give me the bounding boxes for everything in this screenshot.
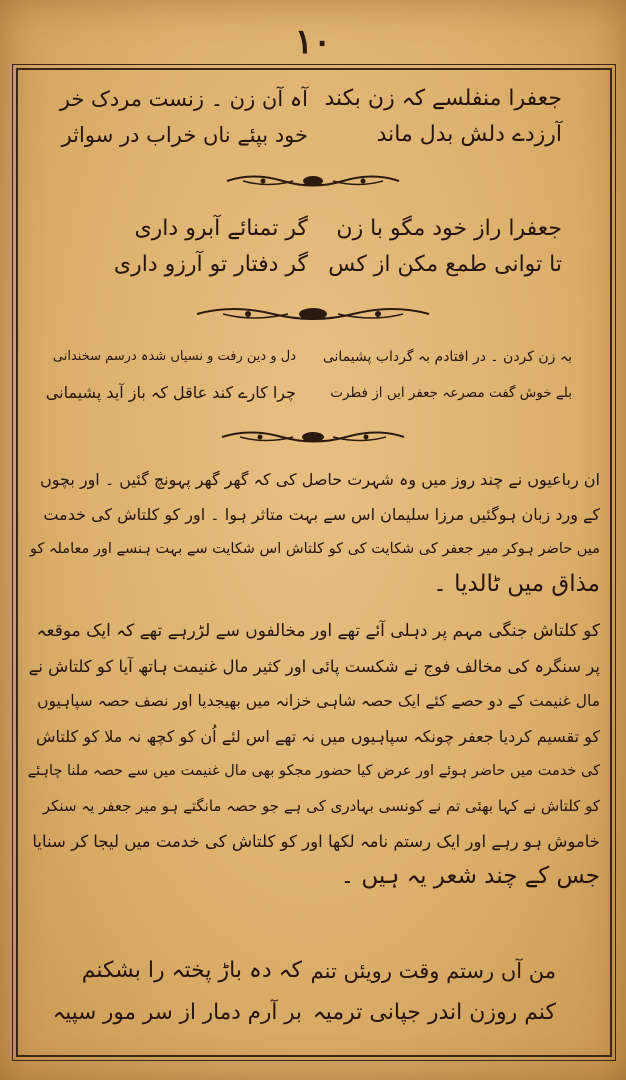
divider-ornament-2 bbox=[193, 304, 433, 324]
paragraph-1-line: کے ورد زبان ہوگئیں مرزا سلیمان اس سے بہت متاثر ہوا ۔ اور کو کلتاش کی خدمت bbox=[43, 505, 600, 524]
verse-1-line-1-right: جعفرا منفلسے کہ زن بکند bbox=[324, 86, 562, 111]
paragraph-2-line: پر سنگرہ کی مخالف فوج نے شکست پائی اور کثیر مال غنیمت ہاتھ آیا کو کلتاش نے bbox=[28, 657, 600, 676]
paragraph-2-line: کو تقسیم کردیا جعفر چونکہ سپاہیوں میں نہ تھے اس لئے اُن کو کچھ نہ ملا کو کلتاش bbox=[36, 727, 600, 746]
paragraph-2-line: کی خدمت میں حاضر ہوئے اور عرض کیا حضور مجکو بھی مال غنیمت میں سے حصہ ملنا چاہئے bbox=[27, 763, 600, 779]
verse-2-line-1-right: جعفرا راز خود مگو با زن bbox=[336, 216, 562, 241]
verse-2-line-2-right: تا توانی طمع مکن از کس bbox=[328, 252, 562, 277]
paragraph-2-line: خاموش ہو رہے اور ایک رستم نامہ لکھا اور کو کلتاش کی خدمت میں لیجا کر سنایا bbox=[32, 832, 600, 851]
divider-ornament-3 bbox=[218, 428, 408, 446]
verse-4-line-1-right: من آں رستم وقت رویئں تنم bbox=[310, 959, 556, 983]
page-number: ۱۰ bbox=[294, 22, 332, 62]
verse-1-line-1-left: آہ آن زن ۔ زنست مردک خر bbox=[59, 87, 308, 111]
verse-3-line-2-right: بلے خوش گفت مصرعہ جعفر ایں از فطرت bbox=[330, 385, 572, 401]
verse-3-line-1-right: بہ زن کردن ۔ در افتادم بہ گرداب پشیمانی bbox=[322, 349, 572, 365]
verse-3-line-1-left: دل و دین رفت و نسیاں شدہ درسم سخندانی bbox=[52, 349, 296, 364]
verse-3-line-2-left: چرا کارے کند عاقل کہ باز آید پشیمانی bbox=[45, 383, 296, 402]
paragraph-1-line: مذاق میں ٹالدیا ۔ bbox=[433, 571, 600, 597]
paragraph-1-line: ان رباعیوں نے چند روز میں وہ شہرت حاصل کی کہ گھر گھر پہونچ گئیں ۔ اور بچوں bbox=[39, 470, 600, 489]
paragraph-2-line: کو کلتاش جنگی مہم پر دہلی آئے تھے اور مخالفوں سے لڑرہے تھے کہ ایک موقعہ bbox=[36, 621, 600, 641]
verse-2-line-1-left: گر تمنائے آبرو داری bbox=[134, 216, 308, 241]
paragraph-2-line: جس کے چند شعر یہ ہیں ۔ bbox=[340, 863, 600, 889]
paragraph-2-line: کو کلتاش نے کہا بھئی تم نے کونسی بہادری کی ہے جو حصہ مانگتے ہو میر جعفر یہ سنکر bbox=[42, 797, 600, 815]
verse-4-line-2-right: کنم روزن اندر جپانی ترمیہ bbox=[312, 1000, 556, 1025]
verse-4-line-2-left: بر آرم دمار از سر مور سپیہ bbox=[52, 1000, 302, 1025]
paragraph-1 bbox=[28, 462, 600, 602]
paragraph-2-line: مال غنیمت کے دو حصے کئے ایک حصہ شاہی خزانہ میں بھیجدیا اور نصف حصہ سپاہیوں bbox=[37, 692, 600, 710]
paragraph-1-line: میں حاضر ہوکر میر جعفر کی شکایت کی کو کلتاش اس شکایت سے بہت ہنسے اور معاملہ کو bbox=[30, 541, 600, 557]
verse-2-line-2-left: گر دفتار تو آرزو داری bbox=[113, 252, 308, 277]
verse-1-line-2-right: آرزدے دلش بدل ماند bbox=[376, 122, 562, 147]
divider-ornament-1 bbox=[223, 172, 403, 190]
verse-4-line-1-left: کہ دہ باڑ پختہ را بشکنم bbox=[81, 958, 302, 983]
paragraph-2 bbox=[28, 614, 600, 894]
verse-1-line-2-left: خود بپئے ناں خراب در سواثر bbox=[61, 123, 308, 147]
